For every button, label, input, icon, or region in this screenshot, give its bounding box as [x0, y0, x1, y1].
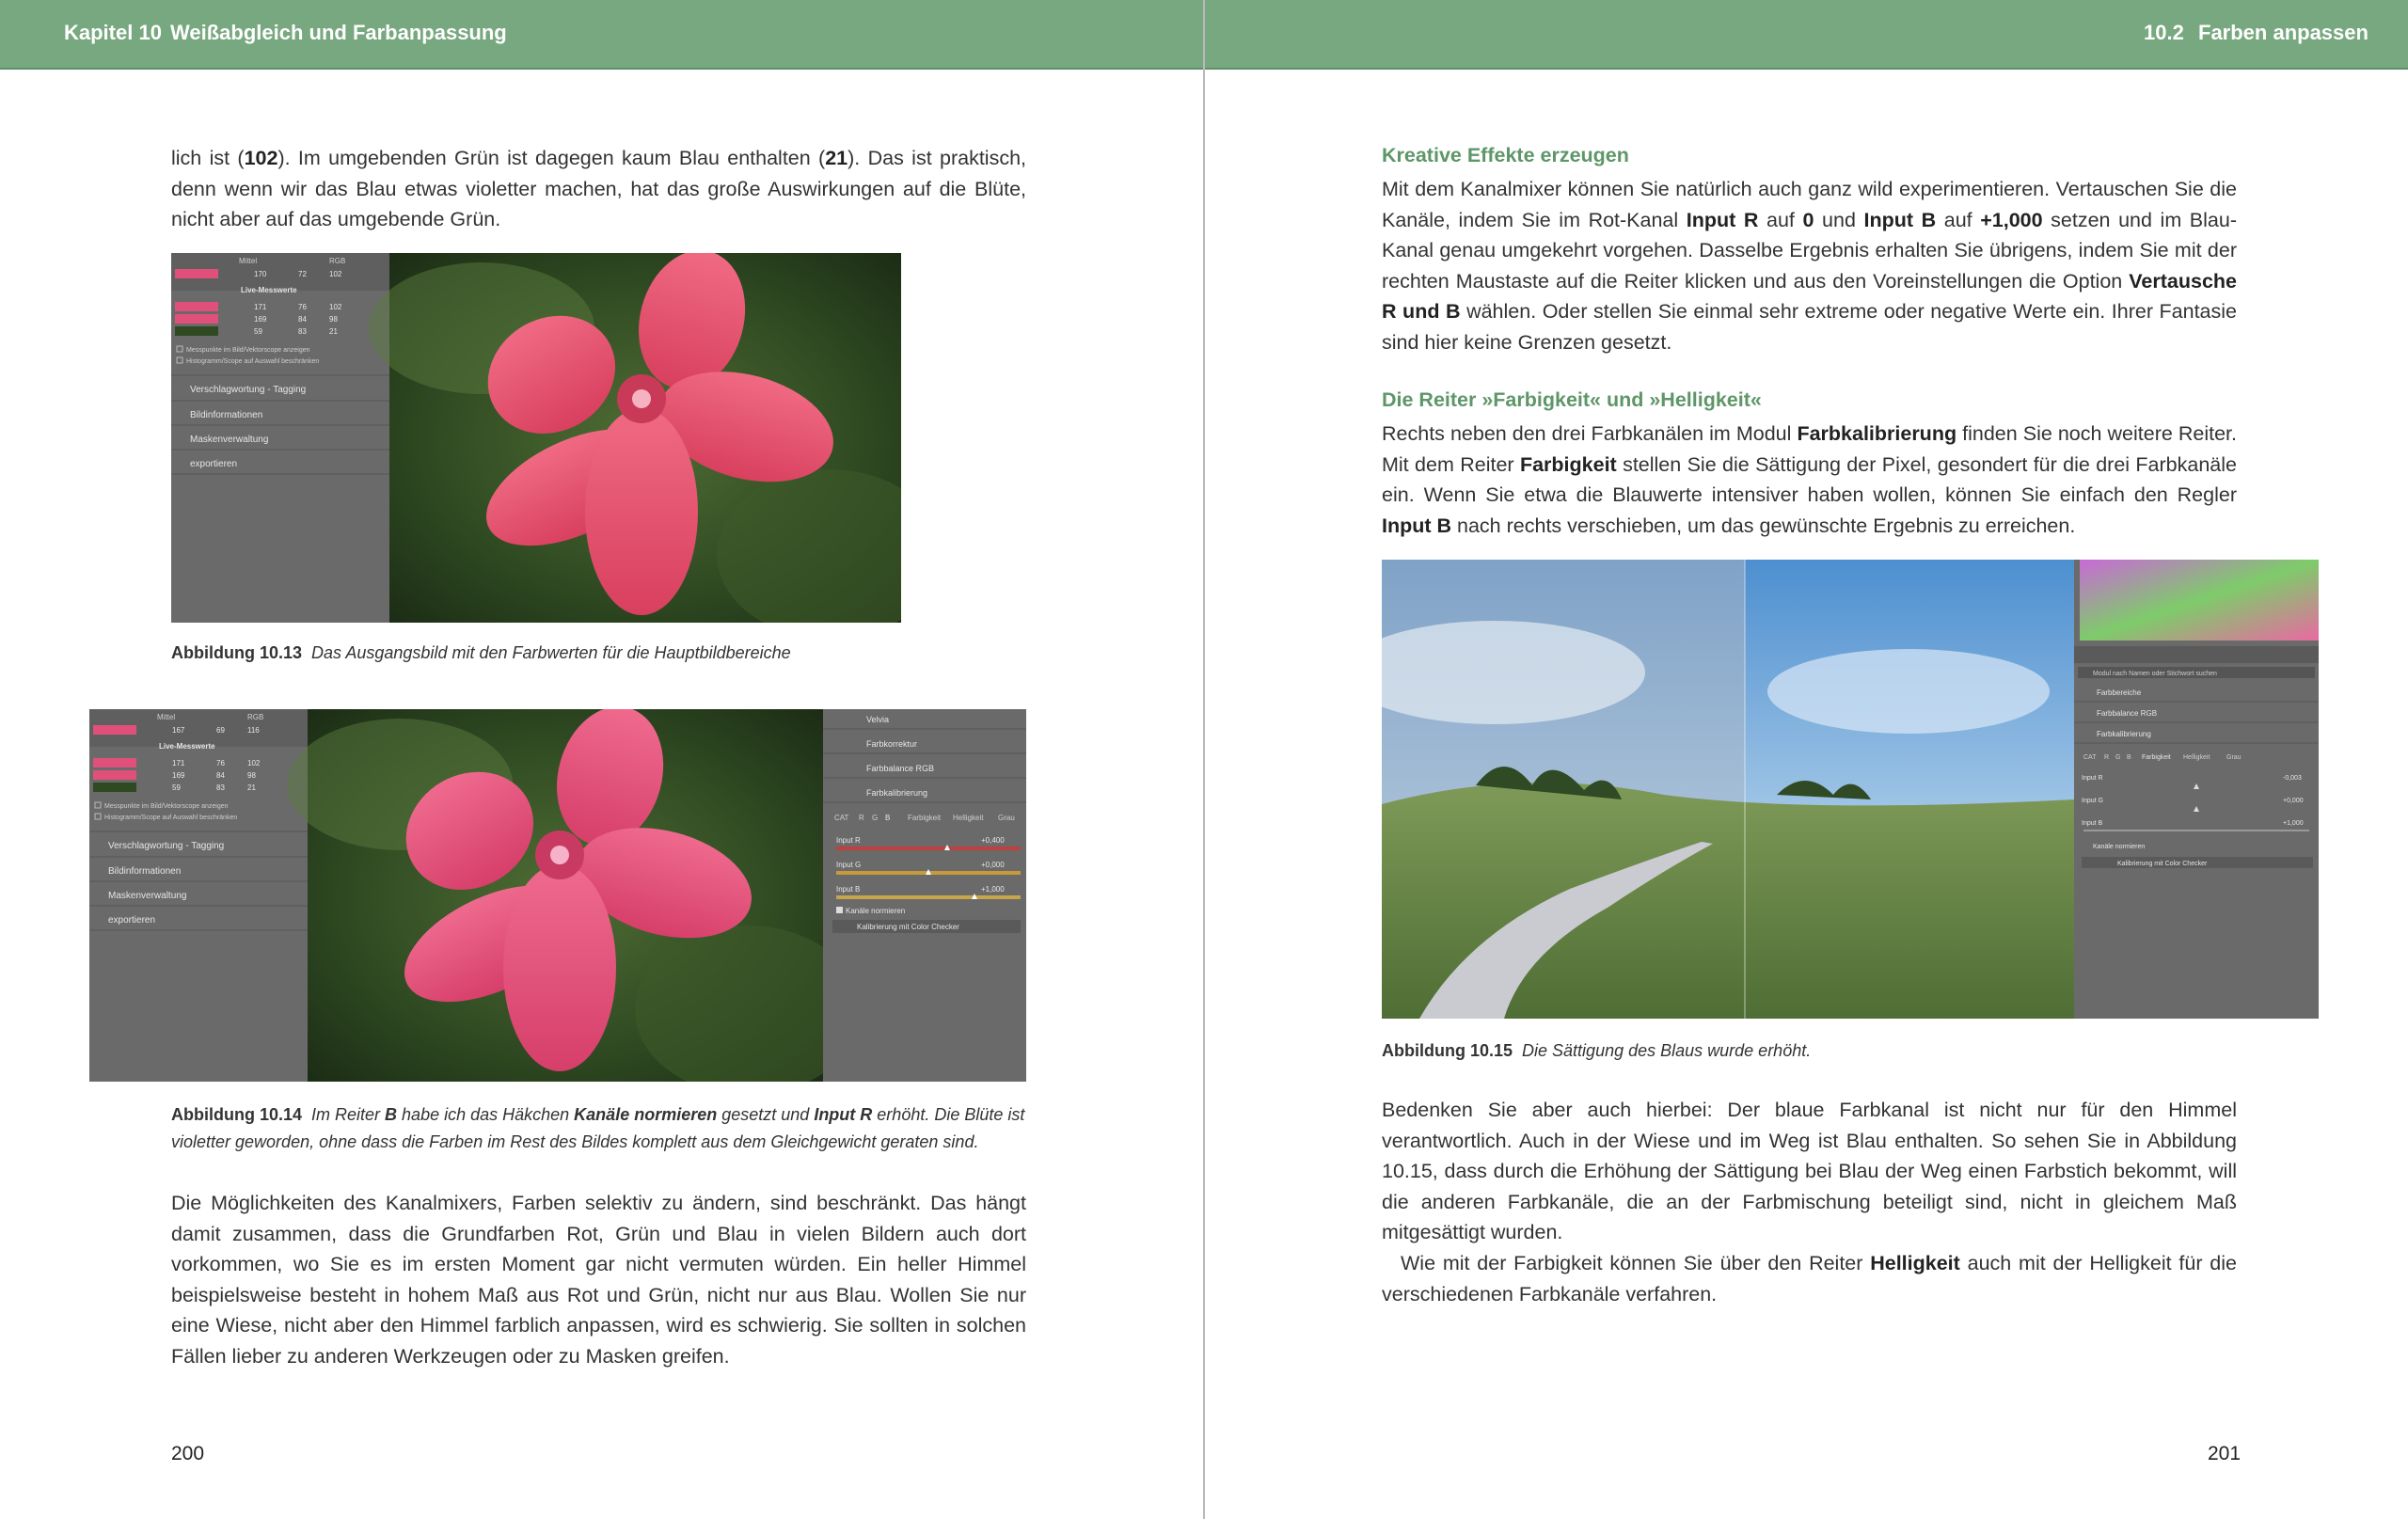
- chapter-title: Weißabgleich und Farbanpassung: [170, 21, 507, 44]
- svg-text:R: R: [2104, 754, 2110, 761]
- svg-text:G: G: [872, 814, 879, 822]
- svg-text:98: 98: [329, 315, 338, 324]
- svg-text:84: 84: [298, 315, 307, 324]
- right-paragraph-4: Wie mit der Farbigkeit können Sie über den Reiter Helligkeit auch mit der Helligkeit für die verschiedenen Farbkanäle verfahren.: [1382, 1252, 2237, 1305]
- svg-text:+1,000: +1,000: [981, 885, 1005, 894]
- figure-10-14-caption: Abbildung 10.14 Im Reiter B habe ich das Häkchen Kanäle normieren gesetzt und Input R erhöht. Die Blüte ist violetter geworden, ohne dass die Farben im Rest des Bildes komplett aus dem Gleichgewicht geraten sind.: [171, 1105, 1025, 1151]
- figure-10-13-caption: Abbildung 10.13 Das Ausgangsbild mit den Farbwerten für die Hauptbildbereiche: [171, 643, 791, 662]
- svg-text:Live-Messwerte: Live-Messwerte: [241, 286, 297, 294]
- svg-text:Messpunkte im Bild/Vektorscope: Messpunkte im Bild/Vektorscope anzeigen: [186, 347, 310, 354]
- svg-text:76: 76: [216, 759, 225, 767]
- svg-text:CAT: CAT: [834, 814, 849, 822]
- svg-text:B: B: [2127, 754, 2131, 761]
- svg-text:Input G: Input G: [2082, 798, 2103, 804]
- svg-text:CAT: CAT: [2083, 754, 2097, 761]
- svg-text:Farbkalibrierung: Farbkalibrierung: [2097, 730, 2151, 738]
- subheading-tabs: Die Reiter »Farbigkeit« und »Helligkeit«: [1382, 388, 1762, 411]
- right-running-header: [1205, 0, 2408, 70]
- svg-text:169: 169: [254, 315, 267, 324]
- subheading-creative-effects: Kreative Effekte erzeugen: [1382, 144, 1629, 166]
- figure-10-15-screenshot: [1382, 560, 2319, 1019]
- svg-text:Maskenverwaltung: Maskenverwaltung: [190, 435, 269, 445]
- right-paragraph-1: Mit dem Kanalmixer können Sie natürlich auch ganz wild experimentieren. Vertauschen Sie die Kanäle, indem Sie im Rot-Kanal Input R auf 0 und Input B auf +1,000 setzen und im Blau-Kanal genau umgekehrt vorgehen. Dasselbe Ergebnis erhalten Sie übrigens, indem Sie mit der rechten Maustaste auf die Reiter klicken und aus den Voreinstellungen die Option Vertausche R und B wählen. Oder stellen Sie einmal sehr extreme oder negative Werte ein. Ihrer Fantasie sind hier keine Grenzen gesetzt.: [1382, 178, 2238, 354]
- right-paragraph-3: Bedenken Sie aber auch hierbei: Der blaue Farbkanal ist nicht nur für den Himmel verantwortlich. Auch in der Wiese und im Weg ist Blau enthalten. So sehen Sie in Abbildung 10.15, dass durch die Erhöhung der Sättigung bei Blau der Weg einen Farbstich bekommt, will die anderen Farbkanäle, die an der Farbmischung beteiligt sind, nicht in gleichem Maß mitgesättigt wurden.: [1382, 1099, 2237, 1244]
- svg-text:exportieren: exportieren: [190, 459, 238, 469]
- left-page-number: 200: [171, 1443, 205, 1464]
- svg-text:Farbbalance RGB: Farbbalance RGB: [2097, 709, 2158, 718]
- svg-text:Verschlagwortung - Tagging: Verschlagwortung - Tagging: [108, 841, 225, 851]
- right-page: [1205, 0, 2408, 1519]
- section-title: Farben anpassen: [2198, 21, 2368, 44]
- svg-text:Input R: Input R: [836, 836, 861, 845]
- svg-text:76: 76: [298, 303, 307, 311]
- svg-text:Farbbalance RGB: Farbbalance RGB: [866, 764, 935, 773]
- svg-text:Mittel: Mittel: [157, 713, 176, 721]
- svg-text:102: 102: [247, 759, 261, 767]
- svg-text:Grau: Grau: [998, 814, 1015, 822]
- svg-text:Input G: Input G: [836, 861, 862, 869]
- svg-text:Farbkalibrierung: Farbkalibrierung: [866, 788, 928, 798]
- svg-text:169: 169: [172, 771, 185, 780]
- svg-text:Velvia: Velvia: [866, 715, 890, 724]
- svg-text:Verschlagwortung - Tagging: Verschlagwortung - Tagging: [190, 385, 307, 395]
- svg-text:Helligkeit: Helligkeit: [953, 814, 984, 822]
- svg-text:RGB: RGB: [329, 257, 346, 265]
- svg-text:Grau: Grau: [2226, 754, 2242, 761]
- svg-text:Kalibrierung mit Color Checker: Kalibrierung mit Color Checker: [857, 923, 959, 931]
- svg-text:Bildinformationen: Bildinformationen: [190, 410, 263, 420]
- svg-text:+0,000: +0,000: [2283, 798, 2304, 804]
- svg-text:B: B: [885, 814, 891, 822]
- right-paragraph-2: Rechts neben den drei Farbkanälen im Modul Farbkalibrierung finden Sie noch weitere Reiter. Mit dem Reiter Farbigkeit stellen Sie die Sättigung der Pixel, gesondert für die drei Farbkanäle ein. Wenn Sie etwa die Blauwerte intensiver haben wollen, können Sie einfach den Regler Input B nach rechts verschieben, um das gewünschte Ergebnis zu erreichen.: [1382, 422, 2237, 537]
- svg-text:21: 21: [329, 327, 338, 336]
- svg-text:+0,000: +0,000: [981, 861, 1005, 869]
- svg-text:84: 84: [216, 771, 225, 780]
- svg-text:Bildinformationen: Bildinformationen: [108, 866, 182, 877]
- svg-text:Farbigkeit: Farbigkeit: [2142, 754, 2171, 761]
- svg-text:Kanäle normieren: Kanäle normieren: [846, 907, 906, 915]
- svg-text:Input R: Input R: [2082, 775, 2103, 782]
- svg-text:83: 83: [298, 327, 307, 336]
- section-number: 10.2: [2144, 21, 2184, 44]
- figure-10-13-screenshot: [171, 253, 901, 623]
- left-running-header: [0, 0, 1203, 70]
- svg-text:102: 102: [329, 303, 342, 311]
- svg-text:116: 116: [247, 726, 260, 735]
- svg-text:Helligkeit: Helligkeit: [2183, 754, 2210, 761]
- chapter-number: Kapitel 10: [64, 21, 162, 44]
- left-page: [0, 0, 1203, 1519]
- svg-text:171: 171: [254, 303, 267, 311]
- svg-text:72: 72: [298, 270, 307, 278]
- svg-text:102: 102: [329, 270, 342, 278]
- svg-text:Histogramm/Scope auf Auswahl b: Histogramm/Scope auf Auswahl beschränken: [104, 815, 238, 821]
- svg-text:+0,400: +0,400: [981, 836, 1005, 845]
- svg-text:167: 167: [172, 726, 185, 735]
- svg-text:Live-Messwerte: Live-Messwerte: [159, 742, 215, 751]
- svg-text:Maskenverwaltung: Maskenverwaltung: [108, 891, 187, 901]
- svg-text:Kalibrierung mit Color Checker: Kalibrierung mit Color Checker: [2117, 861, 2208, 867]
- svg-text:Farbbereiche: Farbbereiche: [2097, 688, 2142, 697]
- svg-text:170: 170: [254, 270, 267, 278]
- left-paragraph-1: lich ist (102). Im umgebenden Grün ist dagegen kaum Blau enthalten (21). Das ist praktisch, denn wenn wir das Blau etwas violetter machen, hat das große Auswirkungen auf die Blüte, nicht aber auf das umgebende Grün.: [171, 147, 1027, 231]
- svg-text:83: 83: [216, 783, 225, 792]
- svg-text:Farbkorrektur: Farbkorrektur: [866, 739, 918, 749]
- svg-text:Kanäle normieren: Kanäle normieren: [2093, 844, 2146, 850]
- figure-10-14-screenshot: [89, 709, 1026, 1082]
- svg-text:59: 59: [254, 327, 262, 336]
- svg-text:Histogramm/Scope auf Auswahl b: Histogramm/Scope auf Auswahl beschränken: [186, 358, 320, 365]
- svg-text:69: 69: [216, 726, 225, 735]
- svg-text:98: 98: [247, 771, 256, 780]
- svg-text:R: R: [859, 814, 864, 822]
- figure-10-15-caption: Abbildung 10.15 Die Sättigung des Blaus wurde erhöht.: [1382, 1041, 1812, 1060]
- svg-text:G: G: [2115, 754, 2121, 761]
- svg-text:171: 171: [172, 759, 185, 767]
- svg-text:Input B: Input B: [2082, 820, 2103, 827]
- right-page-number: 201: [2208, 1443, 2242, 1464]
- svg-text:59: 59: [172, 783, 181, 792]
- svg-text:Mittel: Mittel: [239, 257, 258, 265]
- svg-text:exportieren: exportieren: [108, 915, 156, 926]
- svg-text:-0,003: -0,003: [2283, 775, 2302, 782]
- svg-text:21: 21: [247, 783, 256, 792]
- svg-text:Messpunkte im Bild/Vektorscope: Messpunkte im Bild/Vektorscope anzeigen: [104, 803, 229, 810]
- svg-text:Farbigkeit: Farbigkeit: [908, 814, 942, 822]
- svg-text:+1,000: +1,000: [2283, 820, 2304, 827]
- svg-text:RGB: RGB: [247, 713, 264, 721]
- svg-text:Modul nach Namen oder Stichwor: Modul nach Namen oder Stichwort suchen: [2093, 671, 2217, 677]
- left-paragraph-2: Die Möglichkeiten des Kanalmixers, Farben selektiv zu ändern, sind beschränkt. Das hängt damit zusammen, dass die Grundfarben Rot, Grün und Blau in vielen Bildern auch dort vorkommen, wo Sie es im ersten Moment gar nicht vermuten würden. Ein heller Himmel beispielsweise besteht in hohem Maß aus Rot und Grün, nicht nur aus Blau. Wollen Sie nur eine Wiese, nicht aber den Himmel farblich anpassen, wird es schwierig. Sie sollten in solchen Fällen lieber zu anderen Werkzeugen oder zu Masken greifen.: [171, 1192, 1026, 1368]
- svg-text:Input B: Input B: [836, 885, 861, 894]
